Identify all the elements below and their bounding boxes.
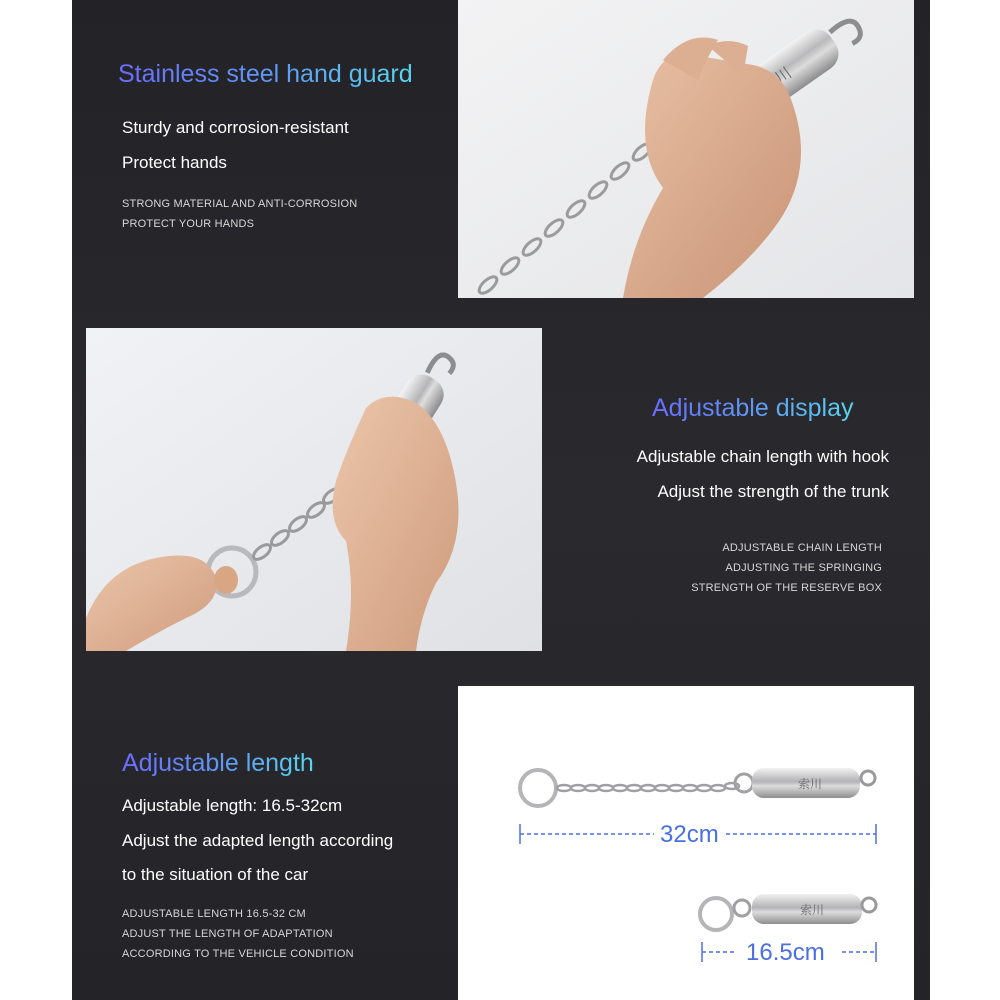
section3-small-1: ADJUSTABLE LENGTH 16.5-32 CM (122, 908, 306, 920)
section3-line-3: to the situation of the car (122, 865, 309, 884)
section2-small-3: STRENGTH OF THE RESERVE BOX (691, 582, 882, 594)
section2-small-text (691, 538, 882, 598)
section2-small-2: ADJUSTING THE SPRINGING (725, 562, 882, 574)
section2-heading: Adjustable display (652, 394, 854, 422)
dimension-32cm: 32cm (660, 821, 719, 848)
section1-small-2: PROTECT YOUR HANDS (122, 218, 255, 230)
engraving-4: 索川 (800, 903, 825, 917)
section3-line-1: Adjustable length: 16.5-32cm (122, 796, 343, 815)
section3-small-2: ADJUST THE LENGTH OF ADAPTATION (122, 928, 333, 940)
section1-heading: Stainless steel hand guard (118, 60, 413, 88)
left-margin (0, 0, 72, 1000)
section1-line-1: Sturdy and corrosion-resistant (122, 118, 349, 137)
section3-line-2: Adjust the adapted length according (122, 831, 394, 850)
engraving-3: 索川 (798, 777, 823, 791)
section1-small-text (122, 194, 357, 234)
hands-pulling-chain-photo (86, 328, 542, 651)
hand-holding-tube-photo (458, 0, 914, 298)
section2-small-1: ADJUSTABLE CHAIN LENGTH (722, 542, 882, 554)
section2-line-2: Adjust the strength of the trunk (657, 482, 889, 501)
section1-small-1: STRONG MATERIAL AND ANTI-CORROSION (122, 198, 358, 210)
section1-line-2: Protect hands (122, 153, 227, 172)
section3-small-text (122, 904, 354, 964)
dimension-16-5cm: 16.5cm (746, 939, 825, 966)
section2-line-1: Adjustable chain length with hook (636, 447, 889, 466)
section3-small-3: ACCORDING TO THE VEHICLE CONDITION (122, 948, 354, 960)
right-margin (930, 0, 1000, 1000)
section3-heading: Adjustable length (122, 749, 314, 777)
